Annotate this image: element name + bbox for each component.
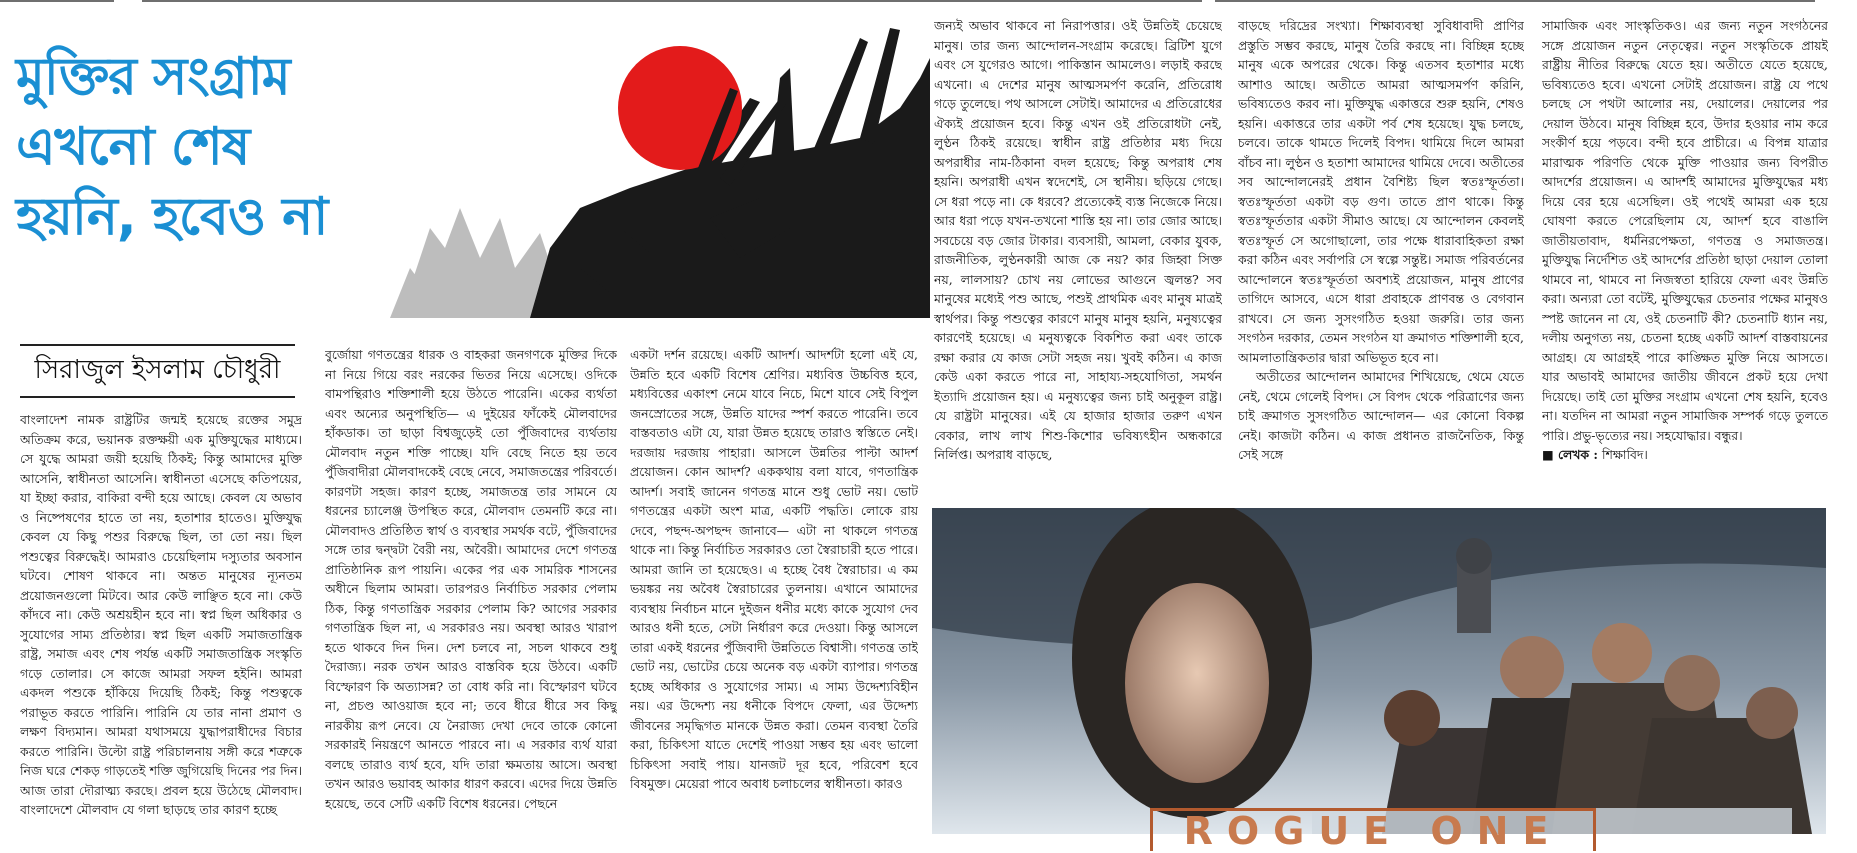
author-name: সিরাজুল ইসলাম চৌধুরী <box>34 355 281 385</box>
author-credit-label: ■ লেখক : <box>1542 447 1598 462</box>
article-column-3 <box>630 345 918 834</box>
headline-line-3: হয়নি, হবেও না <box>16 187 328 247</box>
author-credit <box>1542 445 1828 465</box>
column-6-text: সামাজিক এবং সাংস্কৃতিকও। এর জন্য নতুন সংগঠনের সঙ্গে প্রয়োজন নতুন নেতৃত্বের। নতুন সংস্কৃতিকে প্রায়ই রাষ্ট্রীয় নীতির বিরুদ্ধে যেতে হয়। অতীতে যেতে হয়েছে, ভবিষ্যতেও হবে। এখনো সেটাই প্রয়োজন। রাষ্ট্র যে পথে চলছে সে পথটা আলোর নয়, দেয়ালের। দেয়ালের পর দেয়াল উঠবে। মানুষ বিচ্ছিন্ন হবে, উদার হওয়ার নাম করে সংকীর্ণ হয়ে পড়বে। বন্দী হবে প্রাচীরে। এ বিপন্ন যাত্রার মারাত্মক পরিণতি থেকে মুক্তি পাওয়ার জন্য বিপরীত আদর্শের প্রয়োজন। এ আদর্শই আমাদের মুক্তিযুদ্ধের মধ্য দিয়ে বের হয়ে এসেছিল। ওই পথেই আমরা এক হয়ে ঘোষণা করতে পেরেছিলাম যে, আদর্শ হবে বাঙালি জাতীয়তাবাদ, ধর্মনিরপেক্ষতা, গণতন্ত্র ও সমাজতন্ত্র। মুক্তিযুদ্ধ নির্দেশিত ওই আদর্শের প্রতিষ্ঠা ছাড়া দেয়াল তোলা থামবে না, থামবে না নিজস্বতা হারিয়ে ফেলা এবং উন্নতি করা। অন্যরা তো বটেই, মুক্তিযুদ্ধের চেতনার পক্ষের মানুষও স্পষ্ট জানেন না যে, ওই চেতনাটি কী? চেতনাটি ধ্যান নয়, দলীয় অনুগত্য নয়, চেতনা হচ্ছে একটি আদর্শ বাস্তবায়নের আগ্রহ। যে আগ্রহই পারে কাঙ্ক্ষিত মুক্তি নিয়ে আসতে। যার অভাবই আমাদের জাতীয় জীবনে প্রকট হয়ে দেখা দিয়েছে। তাই তো মুক্তির সংগ্রাম এখনো শেষ হয়নি, হবেও না। যতদিন না আমরা নতুন সামাজিক সম্পর্ক গড়ে তুলতে পারি। প্রভু-ভৃত্যের নয়। সহযোদ্ধার। বন্ধুর। <box>1542 18 1828 443</box>
article-column-4 <box>934 16 1222 494</box>
column-2-text: বুর্জোয়া গণতন্ত্রের ধারক ও বাহকরা জনগণকে মুক্তির দিকে না নিয়ে গিয়ে বরং নরকের ভিতর নিয়ে এসেছে। ওদিকে বামপন্থিরাও শক্তিশালী হয়ে উঠতে পারেনি। একের ব্যর্থতা এবং অন্যের অনুপস্থিতি— এ দুইয়ের ফাঁকেই মৌলবাদের হাঁকডাক। তা ছাড়া বিশ্বজুড়েই তো পুঁজিবাদের ব্যর্থতায় মৌলবাদ নতুন শক্তি পাচ্ছে। যদি বেছে নিতে হয় তবে পুঁজিবাদীরা মৌলবাদকেই বেছে নেবে, সমাজতন্ত্রের পরিবর্তে। কারণটা সহজ। কারণ হচ্ছে, সমাজতন্ত্র তার সামনে যে ধরনের চ্যালেঞ্জ উপস্থিত করে, মৌলবাদ তেমনটি করে না। মৌলবাদও প্রতিষ্ঠিত স্বার্থ ও ব্যবস্থার সমর্থক বটে, পুঁজিবাদের সঙ্গে তার দ্বন্দ্বটা বৈরী নয়, অবৈরী। আমাদের দেশে গণতন্ত্র প্রাতিষ্ঠানিক রূপ পায়নি। একের পর এক সামরিক শাসনের অধীনে ছিলাম আমরা। তারপরও নির্বাচিত সরকার পেলাম ঠিক, কিন্তু গণতান্ত্রিক সরকার পেলাম কি? আগের সরকার গণতান্ত্রিক ছিল না, এ সরকারও নয়। অবস্থা আরও খারাপ হতে থাকবে দিন দিন। দেশ চলবে না, সচল থাকবে শুধু দৈরাজ্য। নরক তখন আরও বাস্তবিক হয়ে উঠবে। একটি বিস্ফোরণ কি অত্যাসন্ন? তা বোধ করি না। বিস্ফোরণ ঘটবে না, প্রচণ্ড আওয়াজ হবে না; তবে ধীরে ধীরে সব কিছু নারকীয় রূপ নেবে। যে নৈরাজ্য দেখা দেবে তাকে কোনো সরকারই নিয়ন্ত্রণে আনতে পারবে না। এ সরকার ব্যর্থ যারা বলছে তারাও ব্যর্থ হবে, যদি তারা ক্ষমতায় আসে। অবস্থা তখন আরও ভয়াবহ আকার ধারণ করবে। এদের দিয়ে উন্নতি হয়েছে, তবে সেটি একটি বিশেষ ধরনের। পেছনে <box>325 347 617 811</box>
poster-artwork <box>932 508 1826 834</box>
article-column-2 <box>325 345 617 834</box>
article-column-6 <box>1542 16 1828 494</box>
author-credit-role: শিক্ষাবিদ। <box>1601 447 1648 462</box>
article-column-5 <box>1238 16 1524 494</box>
face-shape <box>1125 583 1269 783</box>
top-rule-left <box>0 0 114 2</box>
byline-box <box>20 344 295 398</box>
freedom-fighters-illustration <box>390 18 930 318</box>
movie-poster-photo <box>932 508 1826 834</box>
headline-line-1: মুক্তির সংগ্রাম <box>16 47 290 107</box>
top-rule-right <box>1215 0 1815 2</box>
column-1-text: বাংলাদেশ নামক রাষ্ট্রটির জন্মই হয়েছে রক্তের সমুদ্র অতিক্রম করে, ভয়ানক রক্তক্ষয়ী এক মুক্তিযুদ্ধের মাধ্যমে। সে যুদ্ধে আমরা জয়ী হয়েছি ঠিকই; কিন্তু আমাদের মুক্তি আসেনি, স্বাধীনতা আসেনি। স্বাধীনতা এসেছে কতিপয়ের, যা ইচ্ছা করার, বাকিরা বন্দী হয়ে আছে। কেবল যে অভাব ও নিষ্পেষণের হাতে তা নয়, হতাশার হাতেও। মুক্তিযুদ্ধ কেবল যে কিছু পশুর বিরুদ্ধে ছিল, তা তো নয়। ছিল পশুত্বের বিরুদ্ধেই। আমরাও চেয়েছিলাম দস্যুতার অবসান ঘটবে। শোষণ থাকবে না। অন্তত মানুষের ন্যূনতম প্রয়োজনগুলো মিটবে। আর কেউ লাঞ্ছিত হবে না। কেউ কাঁদবে না। কেউ অশ্রয়হীন হবে না। স্বপ্ন ছিল অধিকার ও সুযোগের সাম্য প্রতিষ্ঠার। স্বপ্ন ছিল একটি সমাজতান্ত্রিক রাষ্ট্র, সমাজ এবং শেষ পর্যন্ত একটি সমাজতান্ত্রিক সংস্কৃতি গড়ে তোলার। সে কাজে আমরা সফল হইনি। আমরা একদল পশুকে হাঁকিয়ে দিয়েছি ঠিকই; কিন্তু পশুত্বকে পরাভূত করতে পারিনি। পারিনি যে তার নানা প্রমাণ ও লক্ষণ বিদ্যমান। আমরা যথাসময়ে যুদ্ধাপরাধীদের বিচার করতে পারিনি। উল্টো রাষ্ট্র পরিচালনায় সঙ্গী করে শত্রুকে নিজ ঘরে শেকড় গাড়তেই শক্তি জুগিয়েছি দিনের পর দিন। আজ তারা দৌরাত্ম্য করছে। প্রবল হয়ে উঠেছে মৌলবাদ। বাংলাদেশে মৌলবাদ যে গলা ছাড়ছে তার কারণ হচ্ছে <box>20 412 302 817</box>
poster-title-text: ROGUE ONE <box>1150 808 1596 851</box>
column-4-text: জন্যই অভাব থাকবে না নিরাপত্তার। ওই উন্নতিই চেয়েছে মানুষ। তার জন্য আন্দোলন-সংগ্রাম করেছে। ব্রিটিশ যুগে এবং সে যুগেরও আগে। পাকিস্তান আমলেও। লড়াই করছে এখনো। এ দেশের মানুষ আত্মসমর্পণ করেনি, প্রতিরোধ গড়ে তুলেছে। পথ আসলে সেটাই। আমাদের এ প্রতিরোধের ঐক্যই প্রয়োজন হবে। কিন্তু এখন ওই প্রতিরোধটা নেই, লুণ্ঠন ঠিকই রয়েছে। স্বাধীন রাষ্ট্র প্রতিষ্ঠার মধ্য দিয়ে অপরাধীর নাম-ঠিকানা বদল হয়েছে; কিন্তু অপরাধ শেষ হয়নি। অপরাধী এখন স্বদেশেই, সে স্থানীয়। ছড়িয়ে গেছে। সে ধরা পড়ে না। কে ধরবে? প্রত্যেকেই ব্যস্ত নিজেকে নিয়ে। আর ধরা পড়ে যখন-তখনো শাস্তি হয় না। তার জোর আছে। সবচেয়ে বড় জোর টাকার। ব্যবসায়ী, আমলা, বেকার যুবক, রাজনীতিক, লুণ্ঠনকারী আজ কে নয়? কার জিহ্বা সিক্ত নয়, লালসায়? চোখ নয় লোভের আগুনে জ্বলন্ত? সব মানুষের মধ্যেই পশু আছে, পশুই প্রাথমিক এবং মানুষ মাত্রই স্বার্থপর। কিন্তু পশুত্বের কারণে মানুষ মানুষ হয়নি, মনুষ্যত্বের কারণেই হয়েছে। এ মনুষ্যত্বকে বিকশিত করা এবং তাকে রক্ষা করার যে কাজ সেটা সহজ নয়। খুবই কঠিন। এ কাজ কেউ একা করতে পারে না, সাহায্য-সহযোগিতা, সমর্থন ইত্যাদি প্রয়োজন হয়। এ মনুষ্যত্বের জন্য চাই অনুকূল রাষ্ট্র। যে রাষ্ট্রটা মানুষের। এই যে হাজার হাজার তরুণ এখন বেকার, লাখ লাখ শিশু-কিশোর ভবিষ্যৎহীন অন্ধকারে নির্লিপ্ত। অপরাধ বাড়ছে, <box>934 18 1222 462</box>
top-rule-middle <box>142 0 1202 2</box>
column-3-text: একটা দর্শন রয়েছে। একটি আদর্শ। আদর্শটা হলো এই যে, উন্নতি হবে একটি বিশেষ শ্রেণির। মধ্যবিত্ত উচ্চবিত্ত হবে, মধ্যবিত্তের একাংশ নেমে যাবে নিচে, মিশে যাবে সেই বিপুল জনস্রোতের সঙ্গে, উন্নতি যাদের স্পর্শ করতে পারেনি। তবে বাস্তবতাও এটা যে, যারা উন্নত হয়েছে তারাও স্বস্তিতে নেই। দরজায় দরজায় পাহারা। আসলে উন্নতির পাল্টা আদর্শ প্রয়োজন। কোন আদর্শ? এককথায় বলা যাবে, গণতান্ত্রিক আদর্শ। সবাই জানেন গণতন্ত্র মানে শুধু ভোট নয়। ভোট গণতন্ত্রের একটা অংশ মাত্র, একটি পদ্ধতি। লোকে রায় দেবে, পছন্দ-অপছন্দ জানাবে— এটা না থাকলে গণতন্ত্র থাকে না। কিন্তু নির্বাচিত সরকারও তো স্বৈরাচারী হতে পারে। আমরা জানি তা হয়েছেও। এ হচ্ছে বৈধ স্বৈরাচার। এ কম ভয়ঙ্কর নয় অবৈধ স্বৈরাচারের তুলনায়। এখানে আমাদের ব্যবস্থায় নির্বাচন মানে দুইজন ধনীর মধ্যে কাকে সুযোগ দেব আরও ধনী হতে, সেটা নির্ধারণ করে দেওয়া। কিন্তু আসলে তারা একই ধরনের পুঁজিবাদী উন্নতিতে বিশ্বাসী। গণতন্ত্র তাই ভোট নয়, ভোটের চেয়ে অনেক বড় একটা ব্যাপার। গণতন্ত্র হচ্ছে অধিকার ও সুযোগের সাম্য। এ সাম্য উদ্দেশ্যবিহীন নয়। এর উদ্দেশ্য নয় ধনীকে বিপদে ফেলা, এর উদ্দেশ্য জীবনের সমৃদ্ধিগত মানকে উন্নত করা। তেমন ব্যবস্থা তৈরি করা, চিকিৎসা যাতে দেশেই পাওয়া সম্ভব হয় এবং ভালো চিকিৎসা সবাই পায়। যানজট দূর হবে, পরিবেশ হবে বিষমুক্ত। মেয়েরা পাবে অবাধ চলাচলের স্বাধীনতা। কারও <box>630 347 918 791</box>
article-column-1 <box>20 410 302 834</box>
article-headline <box>16 42 361 252</box>
column-5-paragraph-2: অতীতের আন্দোলন আমাদের শিখিয়েছে, থেমে যেতে নেই, থেমে গেলেই বিপদ। সে বিপদ থেকে পরিত্রাণের জন্য চাই ক্রমাগত সুসংগঠিত আন্দোলন— এর কোনো বিকল্প নেই। কাজটা কঠিন। এ কাজ প্রধানত রাজনৈতিক, কিন্তু সেই সঙ্গে <box>1238 369 1524 462</box>
headline-line-2: এখনো শেষ <box>16 117 250 177</box>
column-5-text: বাড়ছে দরিদ্রের সংখ্যা। শিক্ষাব্যবস্থা সুবিধাবাদী প্রাণির প্রস্তুতি সম্ভব করছে, মানুষ তৈরি করছে না। বিচ্ছিন্ন হচ্ছে মানুষ একে অপরের থেকে। কিন্তু এতসব হতাশার মধ্যে আশাও আছে। অতীতে আমরা আত্মসমর্পণ করিনি, ভবিষ্যতেও করব না। মুক্তিযুদ্ধ একাত্তরে শুরু হয়নি, শেষও হয়নি। একাত্তরে তার একটা পর্ব শেষ হয়েছে। যুদ্ধ চলছে, চলবে। তাকে থামতে দিলেই বিপদ। থামিয়ে দিলে আমরা বাঁচব না। লুণ্ঠন ও হতাশা আমাদের থামিয়ে দেবে। অতীতের সব আন্দোলনেরই প্রধান বৈশিষ্ট্য ছিল স্বতঃস্ফূর্ততা। স্বতঃস্ফূর্ততা একটা বড় গুণ। তাতে প্রাণ থাকে। কিন্তু স্বতঃস্ফূর্ততার একটা সীমাও আছে। যে আন্দোলন কেবলই স্বতঃস্ফূর্ত সে অগোছালো, তার পক্ষে ধারাবাহিকতা রক্ষা করা কঠিন এবং সর্বাপরি সে স্বল্পে সন্তুষ্ট। সমাজ পরিবর্তনের আন্দোলনে স্বতঃস্ফূর্ততা অবশ্যই প্রয়োজন, মানুষ প্রাণের তাগিদে আসবে, এসে ধারা প্রবাহকে প্রাণবন্ত ও বেগবান রাখবে। সে জন্য সুসংগঠিত হওয়া জরুরি। তার জন্য সংগঠন দরকার, তেমন সংগঠন যা ক্রমাগত শক্তিশালী হবে, আমলাতান্ত্রিকতার দ্বারা অভিভূত হবে না। <box>1238 18 1524 365</box>
